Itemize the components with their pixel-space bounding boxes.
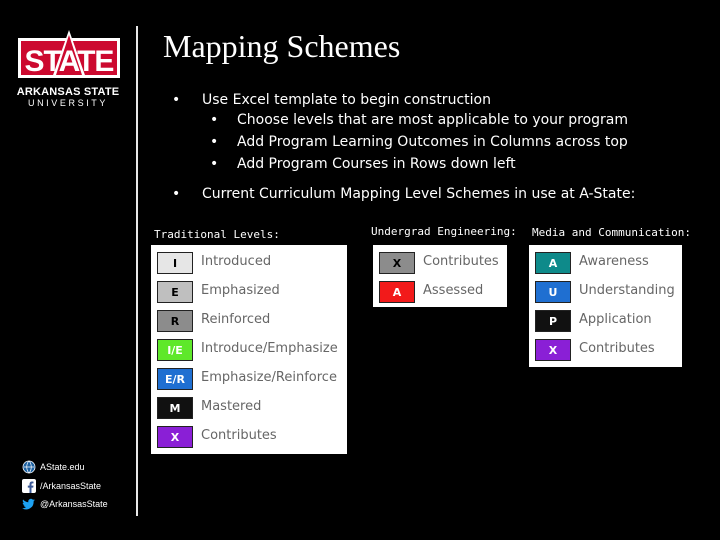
bullet-list: [172, 92, 702, 206]
facebook-link[interactable]: [22, 479, 101, 493]
twitter-icon: [22, 497, 36, 511]
traditional-levels-label: Traditional Levels:: [154, 228, 280, 241]
level-code-badge: I: [157, 252, 193, 274]
level-name: Mastered: [201, 399, 262, 414]
engineering-levels-label: Undergrad Engineering:: [371, 225, 517, 238]
twitter-link[interactable]: [22, 497, 108, 511]
sub-bullet-text: Add Program Learning Outcomes in Columns across top: [237, 134, 628, 150]
media-levels-label: Media and Communication:: [532, 226, 691, 239]
traditional-levels-panel: [151, 245, 347, 454]
bullet-text: Current Curriculum Mapping Level Schemes in use at A-State:: [202, 186, 636, 202]
bullet-text: Use Excel template to begin construction: [202, 92, 491, 108]
level-name: Contributes: [423, 254, 499, 269]
level-code-badge: E/R: [157, 368, 193, 390]
sub-bullet-marker: •: [210, 134, 219, 150]
university-subtitle: UNIVERSITY: [27, 98, 108, 108]
level-code-badge: M: [157, 397, 193, 419]
sub-bullet-text: Choose levels that are most applicable to your program: [237, 112, 629, 128]
university-name: ARKANSAS STATE: [16, 86, 120, 98]
sub-bullet-item: [172, 156, 702, 178]
level-code-badge: U: [535, 281, 571, 303]
level-name: Application: [579, 312, 652, 327]
sub-bullet-item: [172, 134, 702, 156]
sub-bullet-marker: •: [210, 156, 219, 172]
bullet-marker: •: [172, 186, 181, 202]
bullet-marker: •: [172, 92, 181, 108]
level-code-badge: I/E: [157, 339, 193, 361]
engineering-levels-panel: [373, 245, 507, 307]
level-name: Reinforced: [201, 312, 271, 327]
level-code-badge: X: [379, 252, 415, 274]
level-code-badge: X: [535, 339, 571, 361]
level-code-badge: A: [379, 281, 415, 303]
sub-bullet-item: [172, 112, 702, 134]
level-name: Emphasize/Reinforce: [201, 370, 337, 385]
website-link[interactable]: [22, 460, 85, 474]
level-name: Contributes: [579, 341, 655, 356]
bullet-item: [172, 186, 702, 206]
level-code-badge: X: [157, 426, 193, 448]
level-name: Awareness: [579, 254, 649, 269]
level-code-badge: A: [535, 252, 571, 274]
facebook-label: /ArkansasState: [40, 481, 102, 491]
astate-logo: [18, 30, 120, 82]
level-name: Understanding: [579, 283, 675, 298]
level-code-badge: P: [535, 310, 571, 332]
level-name: Introduced: [201, 254, 272, 269]
sub-bullet-text: Add Program Courses in Rows down left: [237, 156, 516, 172]
sidebar-divider: [136, 26, 138, 516]
bullet-item: [172, 92, 702, 112]
twitter-label: @ArkansasState: [40, 499, 108, 509]
logo-wordmark: STATE: [24, 45, 114, 78]
slide-title: Mapping Schemes: [163, 28, 401, 64]
globe-icon: [22, 460, 36, 474]
sidebar: [0, 0, 136, 540]
media-levels-panel: [529, 245, 682, 367]
level-name: Emphasized: [201, 283, 280, 298]
level-code-badge: E: [157, 281, 193, 303]
sub-bullet-marker: •: [210, 112, 219, 128]
level-name: Contributes: [201, 428, 277, 443]
facebook-icon: [22, 479, 36, 493]
level-name: Assessed: [423, 283, 484, 298]
website-label: AState.edu: [40, 462, 85, 472]
level-name: Introduce/Emphasize: [201, 341, 338, 356]
level-code-badge: R: [157, 310, 193, 332]
